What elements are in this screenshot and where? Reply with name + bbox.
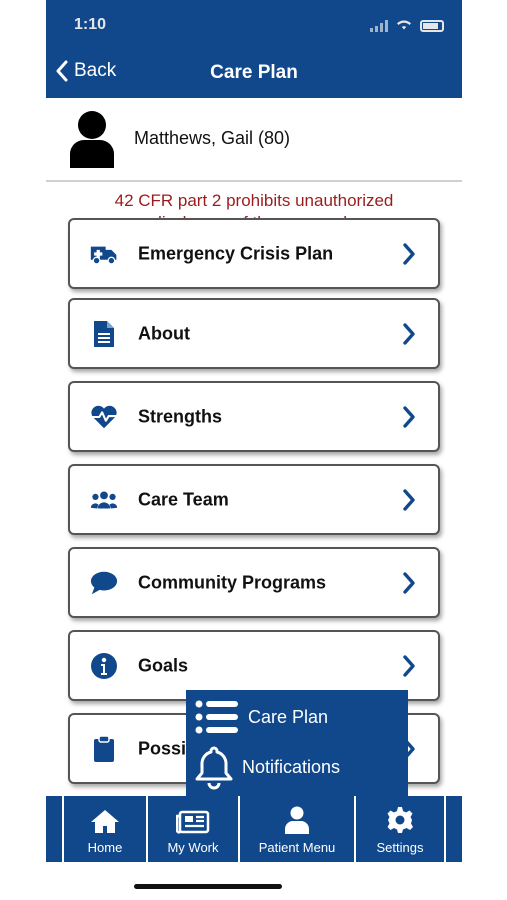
battery-icon xyxy=(420,20,444,32)
list-icon xyxy=(194,698,240,736)
popup-item-care-plan[interactable] xyxy=(194,698,328,736)
tab-settings[interactable] xyxy=(356,796,446,862)
popup-item-notifications[interactable] xyxy=(194,744,340,790)
privacy-notice-line1: 42 CFR part 2 prohibits unauthorized xyxy=(114,191,394,210)
back-label: Back xyxy=(74,60,117,81)
card-label: Possi xyxy=(138,738,187,758)
card-label: Goals xyxy=(138,655,189,675)
card-label: Community Programs xyxy=(138,572,327,592)
bell-icon xyxy=(194,744,234,790)
tab-label: My Work xyxy=(167,840,219,855)
chevron-right-icon xyxy=(402,243,416,265)
chevron-right-icon xyxy=(402,323,416,345)
chevron-right-icon xyxy=(402,406,416,428)
status-icons xyxy=(370,17,444,35)
tab-label: Settings xyxy=(376,840,424,855)
chevron-right-icon xyxy=(402,655,416,677)
tab-spacer xyxy=(46,796,64,862)
gear-icon xyxy=(386,806,414,834)
card-label: Emergency Crisis Plan xyxy=(138,243,334,263)
page-title: Care Plan xyxy=(210,62,298,83)
card-emergency-crisis-plan[interactable] xyxy=(68,218,440,289)
card-label: About xyxy=(138,323,190,343)
info-icon xyxy=(90,652,118,680)
card-strengths[interactable] xyxy=(68,381,440,452)
comment-icon xyxy=(90,569,118,597)
status-time: 1:10 xyxy=(74,16,107,33)
card-about[interactable] xyxy=(68,298,440,369)
clipboard-icon xyxy=(90,735,118,763)
card-label: Strengths xyxy=(138,406,223,426)
card-community-programs[interactable] xyxy=(68,547,440,618)
tab-my-work[interactable] xyxy=(148,796,240,862)
patient-popup-menu xyxy=(186,690,408,796)
tab-bar xyxy=(46,796,462,862)
popup-item-label: Notifications xyxy=(242,756,341,777)
home-indicator[interactable] xyxy=(134,884,282,889)
app-screen xyxy=(46,0,462,900)
card-label: Care Team xyxy=(138,489,229,509)
tab-label: Patient Menu xyxy=(258,840,336,855)
tab-spacer xyxy=(446,796,462,862)
users-icon xyxy=(90,486,118,514)
home-icon xyxy=(89,808,121,834)
ambulance-icon xyxy=(90,240,118,268)
popup-item-label: Care Plan xyxy=(248,706,329,727)
navigation-bar xyxy=(46,0,462,98)
newspaper-icon xyxy=(176,810,210,834)
signal-icon xyxy=(370,20,388,32)
chevron-right-icon xyxy=(402,572,416,594)
person-avatar-icon xyxy=(66,110,118,168)
tab-patient-menu[interactable] xyxy=(240,796,356,862)
patient-header xyxy=(46,98,462,182)
tab-home[interactable] xyxy=(64,796,148,862)
card-care-team[interactable] xyxy=(68,464,440,535)
chevron-right-icon xyxy=(402,489,416,511)
document-icon xyxy=(90,320,118,348)
patient-name: Matthews, Gail (80) xyxy=(134,128,291,148)
person-icon xyxy=(284,806,310,834)
wifi-icon xyxy=(396,17,412,35)
heartbeat-icon xyxy=(90,403,118,431)
tab-label: Home xyxy=(87,840,123,855)
